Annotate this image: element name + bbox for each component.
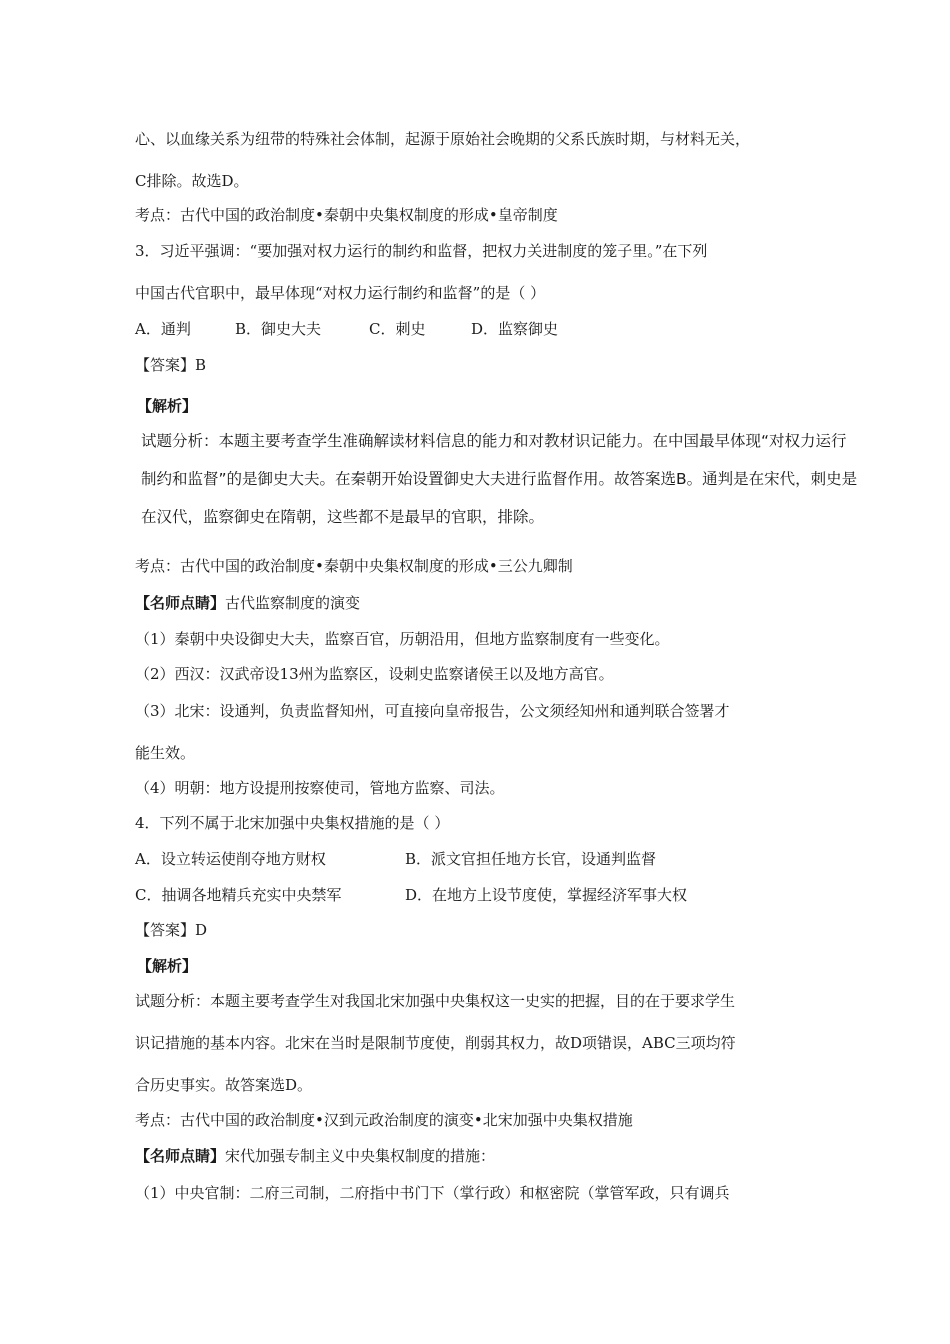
q4-point-1: （1）中央官制：二府三司制，二府指中书门下（掌行政）和枢密院（掌管军政，只有调兵 bbox=[135, 1184, 730, 1202]
q2-kaodian: 考点：古代中国的政治制度•秦朝中央集权制度的形成•皇帝制度 bbox=[135, 206, 558, 224]
q3-kaodian: 考点：古代中国的政治制度•秦朝中央集权制度的形成•三公九卿制 bbox=[135, 557, 573, 575]
q4-kaodian: 考点：古代中国的政治制度•汉到元政治制度的演变•北宋加强中央集权措施 bbox=[135, 1111, 633, 1129]
q3-analysis-line3: 在汉代，监察御史在隋朝，这些都不是最早的官职，排除。 bbox=[141, 508, 545, 526]
q4-options-row1 bbox=[0, 849, 950, 869]
q4-analysis-line3: 合历史事实。故答案选D。 bbox=[135, 1076, 313, 1094]
q3-option-c: C．刺史 bbox=[369, 320, 426, 338]
q3-analysis-label: 【解析】 bbox=[137, 397, 198, 415]
q3-stem-line2: 中国古代官职中，最早体现“对权力运行制约和监督”的是（ ） bbox=[135, 284, 546, 302]
q4-answer: 【答案】D bbox=[135, 921, 208, 939]
q4-analysis-line2: 识记措施的基本内容。北宋在当时是限制节度使，削弱其权力，故D项错误，ABC三项均符 bbox=[135, 1034, 736, 1052]
q3-analysis-line2: 制约和监督”的是御史大夫。在秦朝开始设置御史大夫进行监督作用。故答案选B。通判是在宋代，刺史是 bbox=[141, 470, 858, 488]
q4-option-c: C．抽调各地精兵充实中央禁军 bbox=[135, 886, 342, 904]
q4-option-d: D．在地方上设节度使，掌握经济军事大权 bbox=[405, 886, 688, 904]
q4-analysis-label: 【解析】 bbox=[137, 957, 198, 975]
q3-options bbox=[0, 319, 950, 339]
q4-mingshi-text: 宋代加强专制主义中央集权制度的措施： bbox=[225, 1147, 496, 1165]
q3-mingshi-heading bbox=[135, 593, 360, 613]
q4-options-row2 bbox=[0, 885, 950, 905]
q4-option-b: B．派文官担任地方长官，设通判监督 bbox=[405, 850, 657, 868]
q3-point-1: （1）秦朝中央设御史大夫，监察百官，历朝沿用，但地方监察制度有一些变化。 bbox=[135, 630, 670, 648]
q4-analysis-line1: 试题分析：本题主要考查学生对我国北宋加强中央集权这一史实的把握，目的在于要求学生 bbox=[135, 992, 736, 1010]
q4-option-a: A．设立转运使削夺地方财权 bbox=[135, 850, 326, 868]
q3-answer: 【答案】B bbox=[135, 356, 207, 374]
q4-stem: 4．下列不属于北宋加强中央集权措施的是（ ） bbox=[135, 814, 450, 832]
q3-point-2: （2）西汉：汉武帝设13州为监察区，设刺史监察诸侯王以及地方高官。 bbox=[135, 665, 614, 683]
q3-mingshi-label: 【名师点睛】 bbox=[135, 594, 226, 612]
q3-mingshi-text: 古代监察制度的演变 bbox=[225, 594, 361, 612]
q2-explanation-line2: C排除。故选D。 bbox=[135, 172, 249, 190]
q3-point-3-continued: 能生效。 bbox=[135, 744, 196, 762]
q3-option-a: A．通判 bbox=[135, 320, 191, 338]
q3-analysis-line1: 试题分析：本题主要考查学生准确解读材料信息的能力和对教材识记能力。在中国最早体现“对权力运行 bbox=[141, 432, 847, 450]
q3-stem-line1: 3．习近平强调：“要加强对权力运行的制约和监督，把权力关进制度的笼子里。”在下列 bbox=[135, 242, 708, 260]
q2-explanation-line1: 心、以血缘关系为纽带的特殊社会体制，起源于原始社会晚期的父系氏族时期，与材料无关， bbox=[135, 130, 751, 148]
q3-point-4: （4）明朝：地方设提刑按察使司，管地方监察、司法。 bbox=[135, 779, 505, 797]
q3-option-b: B．御史大夫 bbox=[235, 320, 322, 338]
q4-mingshi-heading bbox=[135, 1146, 495, 1166]
q3-option-d: D．监察御史 bbox=[471, 320, 559, 338]
q4-mingshi-label: 【名师点睛】 bbox=[135, 1147, 226, 1165]
q3-point-3: （3）北宋：设通判，负责监督知州，可直接向皇帝报告，公文须经知州和通判联合签署才 bbox=[135, 702, 730, 720]
